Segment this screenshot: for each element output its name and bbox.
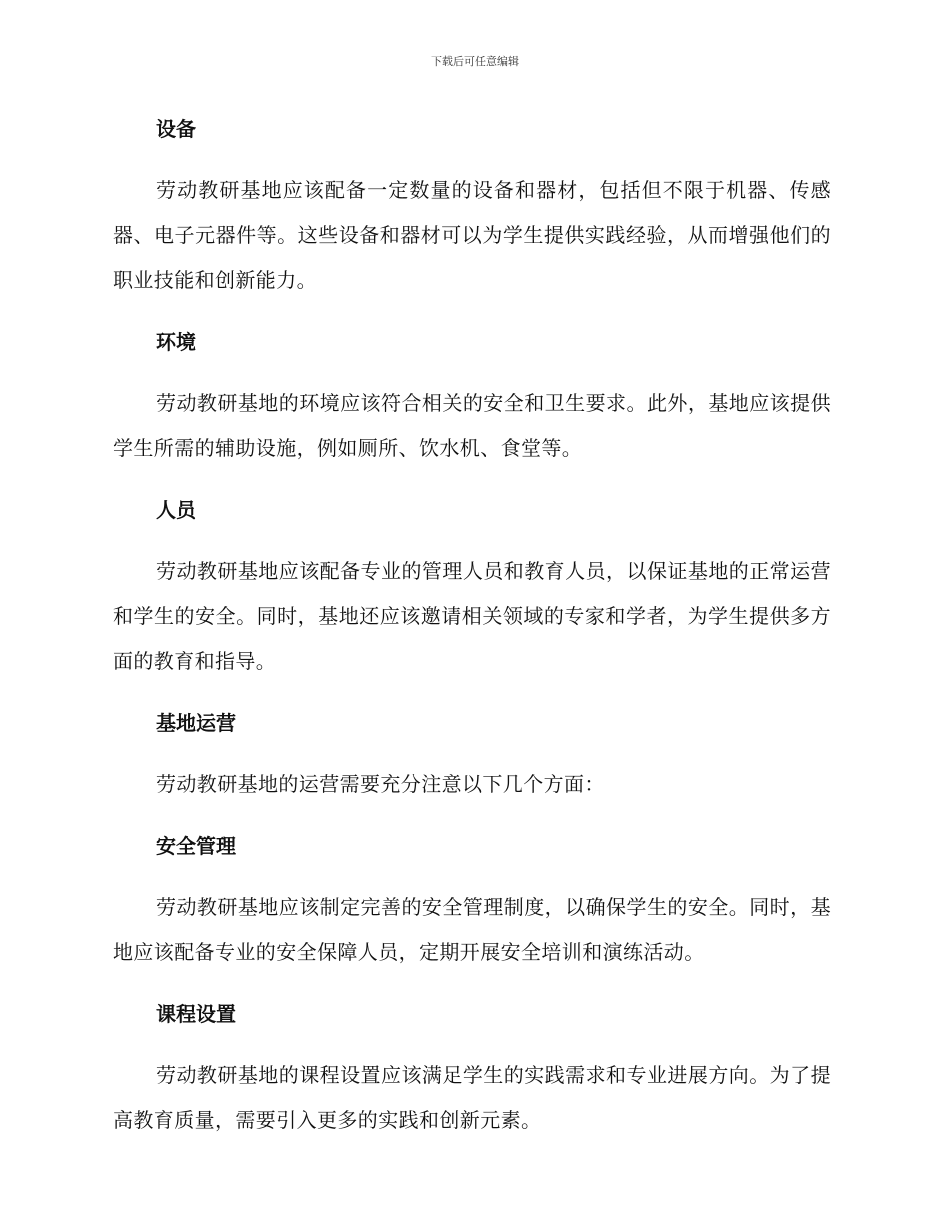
section-paragraph-personnel: 劳动教研基地应该配备专业的管理人员和教育人员，以保证基地的正常运营和学生的安全。同时，基地还应该邀请相关领域的专家和学者，为学生提供多方面的教育和指导。 bbox=[113, 559, 831, 673]
section-heading-equipment: 设备 bbox=[156, 117, 196, 141]
section-paragraph-safety: 劳动教研基地应该制定完善的安全管理制度，以确保学生的安全。同时，基地应该配备专业的安全保障人员，定期开展安全培训和演练活动。 bbox=[113, 895, 831, 964]
section-paragraph-equipment: 劳动教研基地应该配备一定数量的设备和器材，包括但不限于机器、传感器、电子元器件等。这些设备和器材可以为学生提供实践经验，从而增强他们的职业技能和创新能力。 bbox=[113, 178, 831, 292]
section-heading-operations: 基地运营 bbox=[156, 711, 236, 735]
page-header-note: 下载后可任意编辑 bbox=[431, 55, 519, 68]
section-heading-environment: 环境 bbox=[156, 330, 196, 354]
section-paragraph-environment: 劳动教研基地的环境应该符合相关的安全和卫生要求。此外，基地应该提供学生所需的辅助设施，例如厕所、饮水机、食堂等。 bbox=[113, 391, 831, 460]
section-heading-curriculum: 课程设置 bbox=[156, 1002, 236, 1026]
section-heading-safety: 安全管理 bbox=[156, 834, 236, 858]
section-paragraph-operations: 劳动教研基地的运营需要充分注意以下几个方面： bbox=[156, 772, 605, 796]
document-body bbox=[113, 110, 831, 1143]
section-paragraph-curriculum: 劳动教研基地的课程设置应该满足学生的实践需求和专业进展方向。为了提高教育质量，需要引入更多的实践和创新元素。 bbox=[113, 1063, 831, 1132]
section-heading-personnel: 人员 bbox=[156, 498, 196, 522]
